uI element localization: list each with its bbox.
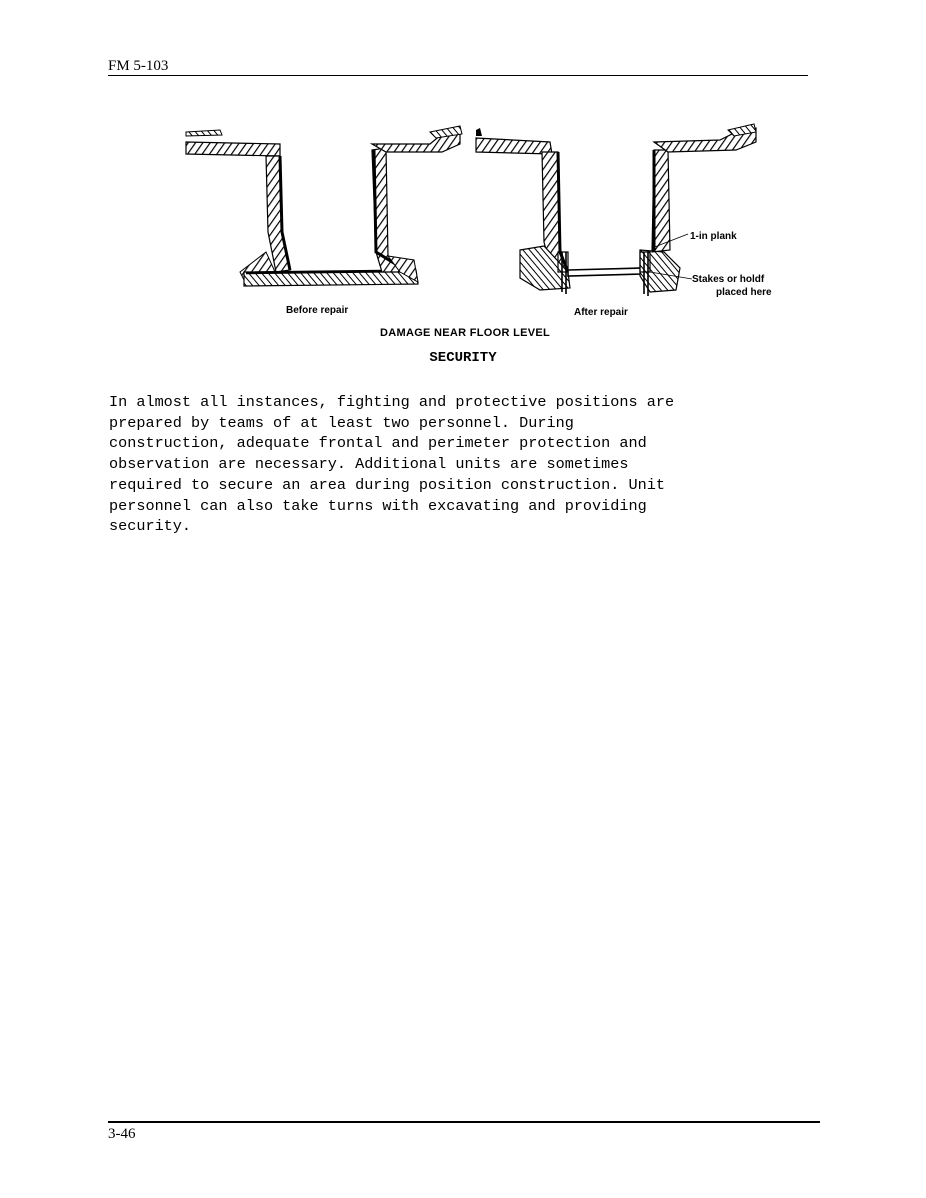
page-number: 3-46: [108, 1126, 136, 1142]
label-after-repair: After repair: [574, 307, 628, 318]
page-header: [108, 57, 808, 76]
section-title: [0, 350, 926, 366]
after-repair-trench: [476, 124, 756, 296]
figure-caption: DAMAGE NEAR FLOOR LEVEL: [380, 327, 551, 339]
section-title-text: SECURITY: [429, 350, 497, 366]
label-before-repair: Before repair: [286, 305, 349, 316]
before-repair-trench: [186, 126, 462, 286]
footer-rule: [108, 1121, 820, 1123]
label-plank: 1-in plank: [690, 231, 737, 242]
label-stakes-line2: placed here: [716, 287, 772, 298]
figure-illustration: [180, 122, 800, 347]
damage-repair-figure: [180, 122, 800, 347]
body-paragraph: In almost all instances, fighting and protective positions are prepared by teams of at least two personnel. During construction, adequate frontal and perimeter protection and observation are necessary. Additional units are sometimes required to secure an area during position construction. Unit personnel can also take turns with excavating and providing security.: [109, 393, 675, 536]
label-stakes-line1: Stakes or holdf: [692, 274, 765, 285]
document-id: FM 5-103: [108, 58, 169, 74]
